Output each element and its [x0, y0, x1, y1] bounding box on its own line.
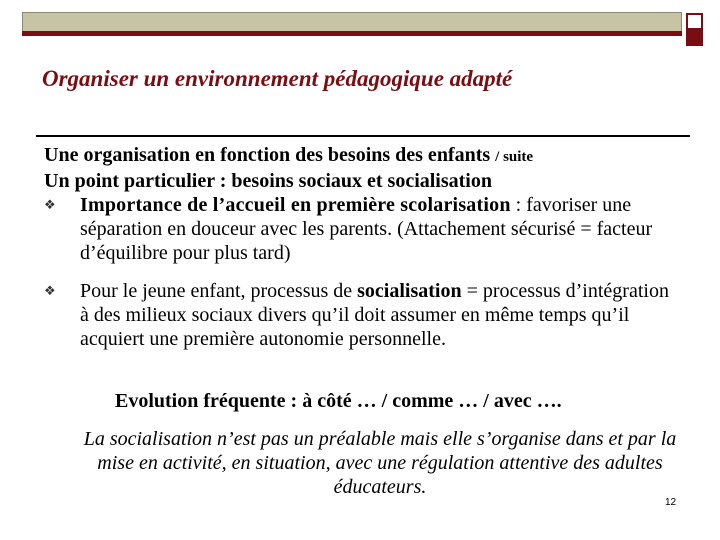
corner-square-filled-icon: [686, 29, 703, 46]
bullet-lead-text: Importance de l’accueil en première scolarisation: [80, 194, 511, 216]
bullet-item-accueil: [44, 193, 684, 265]
diamond-bullet-icon: ❖: [44, 197, 56, 212]
title-divider: [36, 135, 690, 137]
header-accent-line: [22, 31, 682, 36]
socialisation-quote: La socialisation n’est pas un préalable mais elle s’organise dans et par la mise en activité, en situation, avec une régulation attentive des adultes éducateurs.: [83, 428, 677, 498]
corner-square-icon: [686, 13, 703, 30]
subtitle-line-1: [44, 143, 684, 169]
page-number: 12: [665, 497, 677, 508]
subtitle-line-2: Un point particulier : besoins sociaux et socialisation: [44, 170, 492, 192]
bullet-body-text: : favoriser une séparation en douceur avec les parents. (Attachement sécurisé = facteur d’équilibre pour plus tard): [80, 194, 653, 264]
diamond-bullet-icon: ❖: [44, 283, 56, 298]
subtitle-suite-label: / suite: [495, 149, 534, 165]
slide-body: [44, 143, 684, 351]
slide-title: Organiser un environnement pédagogique adapté: [42, 66, 513, 91]
evolution-line: Evolution fréquente : à côté … / comme … / avec ….: [115, 390, 562, 412]
bullet-pre-text: Pour le jeune enfant, processus de: [80, 280, 358, 302]
header-bar: [22, 12, 682, 32]
bullet-item-socialisation: [44, 279, 670, 351]
bullet-highlight-text: socialisation: [357, 280, 462, 302]
subtitle-line-1-text: Une organisation en fonction des besoins des enfants: [44, 144, 491, 166]
bullet-post-text: = processus d’intégration à des milieux sociaux divers qu’il doit assumer en même temps qu’il acquiert une première autonomie personnelle.: [80, 280, 669, 350]
